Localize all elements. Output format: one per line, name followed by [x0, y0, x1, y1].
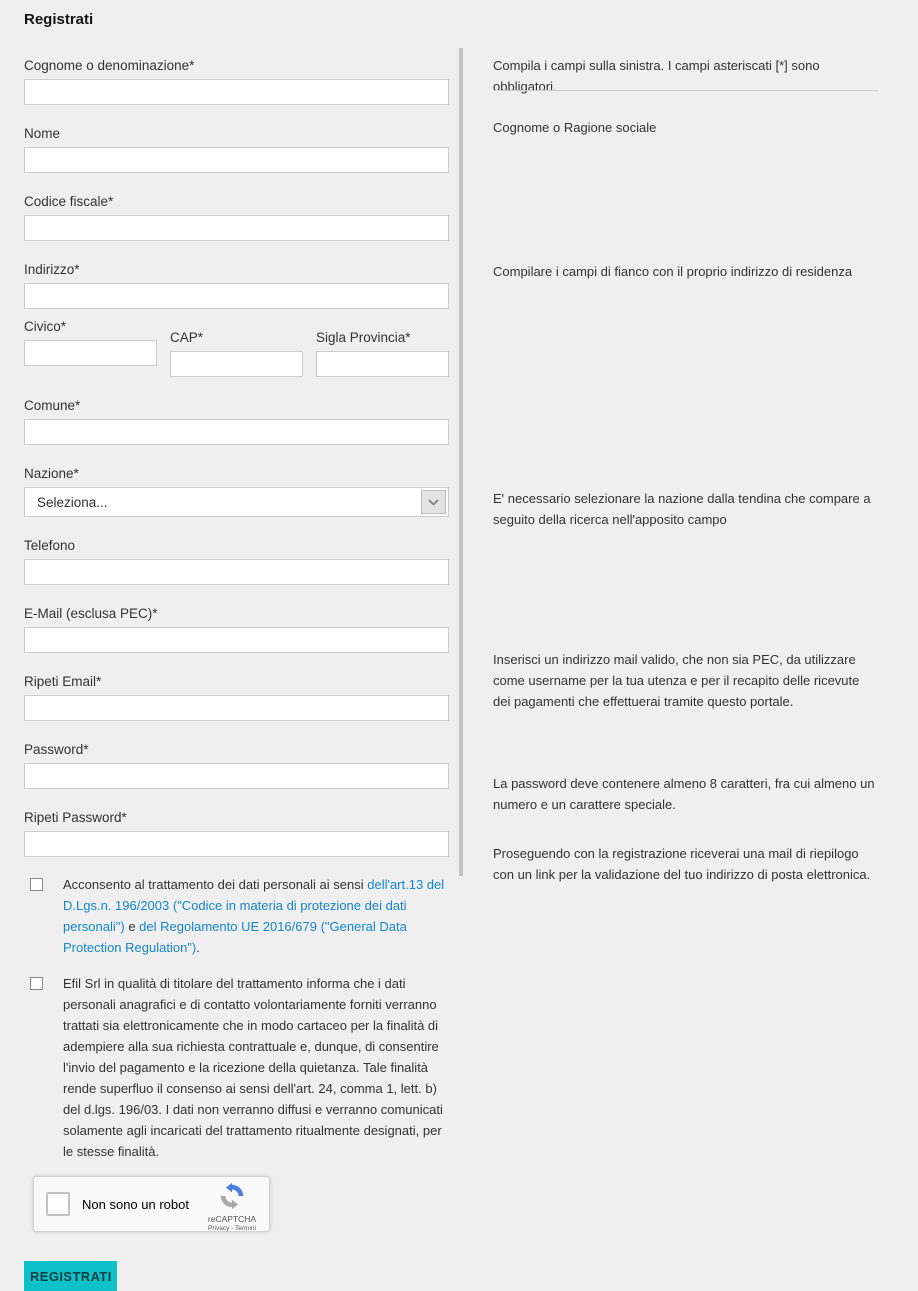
consent2-checkbox[interactable]: [30, 977, 43, 990]
nome-label: Nome: [24, 126, 61, 141]
consent1-text: [63, 874, 449, 958]
recaptcha-brand: reCAPTCHA: [207, 1214, 257, 1224]
indirizzo-label: Indirizzo*: [24, 262, 80, 277]
help-nazione: E' necessario selezionare la nazione dalla tendina che compare a seguito della ricerca nell'apposito campo: [493, 491, 871, 527]
cap-input[interactable]: [170, 351, 303, 377]
indirizzo-input[interactable]: [24, 283, 449, 309]
field-group-telefono: [24, 537, 449, 585]
telefono-input[interactable]: [24, 559, 449, 585]
privacy-dlgs-link[interactable]: dell'art.13 del D.Lgs.n. 196/2003 ("Codice in materia di protezione dei dati personali"): [63, 877, 445, 934]
address-row: [24, 309, 449, 377]
field-group-ripeti-password: [24, 809, 449, 857]
registration-form: [24, 48, 449, 1291]
recaptcha-widget: [33, 1176, 270, 1232]
field-group-cap: [170, 309, 303, 377]
cap-label: CAP*: [170, 330, 204, 345]
help-indirizzo: Compilare i campi di fianco con il proprio indirizzo di residenza: [493, 264, 853, 279]
column-divider: [459, 48, 463, 876]
cognome-label: Cognome o denominazione*: [24, 58, 195, 73]
field-group-cognome: [24, 57, 449, 105]
ripeti-email-label: Ripeti Email*: [24, 674, 102, 689]
field-group-indirizzo: [24, 261, 449, 309]
main-columns: [24, 48, 878, 1291]
civico-label: Civico*: [24, 319, 67, 334]
help-password: La password deve contenere almeno 8 caratteri, fra cui almeno un numero e un carattere speciale.: [493, 776, 875, 812]
password-input[interactable]: [24, 763, 449, 789]
field-group-ripeti-email: [24, 673, 449, 721]
telefono-label: Telefono: [24, 538, 76, 553]
help-intro: Compila i campi sulla sinistra. I campi asteriscati [*] sono obbligatori.: [493, 58, 820, 94]
nazione-select-button[interactable]: [421, 490, 446, 514]
field-group-email: [24, 605, 449, 653]
comune-label: Comune*: [24, 398, 81, 413]
consent1-row: [24, 874, 449, 958]
registrati-button[interactable]: REGISTRATI: [24, 1261, 117, 1291]
recaptcha-privacy-terms[interactable]: Privacy - Termini: [208, 1224, 256, 1232]
field-group-sigla-provincia: [316, 309, 449, 377]
help-riepilogo: Proseguendo con la registrazione riceverai una mail di riepilogo con un link per la validazione del tuo indirizzo di posta elettronica.: [493, 846, 871, 882]
nome-input[interactable]: [24, 147, 449, 173]
consent1-text-after: .: [196, 940, 200, 955]
help-column: [493, 48, 878, 882]
sigla-provincia-input[interactable]: [316, 351, 449, 377]
field-group-nazione: [24, 465, 449, 517]
consent2-text: Efil Srl in qualità di titolare del trattamento informa che i dati personali anagrafici e di contatto volontariamente forniti verranno trattati sia elettronicamente che in modo cartaceo per la finalità di adempiere alla sua richiesta contrattuale e, dunque, di consentire l'invio del pagamento e la ricezione della quietanza. Tale finalità rende superfluo il consenso ai sensi dell'art. 24, comma 1, lett. b) del d.lgs. 196/03. I dati non verranno diffusi e verranno comunicati solamente agli incaricati del trattamento ritualmente designati, per le stesse finalità.: [63, 976, 443, 1159]
recaptcha-checkbox[interactable]: [46, 1192, 70, 1216]
consent1-text-before: Acconsento al trattamento dei dati personali ai sensi: [63, 877, 368, 892]
codice-fiscale-label: Codice fiscale*: [24, 194, 114, 209]
email-input[interactable]: [24, 627, 449, 653]
help-email: Inserisci un indirizzo mail valido, che non sia PEC, da utilizzare come username per la tua utenza e per il recapito delle ricevute dei pagamenti che effettuerai tramite questo portale.: [493, 652, 860, 709]
nazione-label: Nazione*: [24, 466, 79, 481]
comune-input[interactable]: [24, 419, 449, 445]
page-title: Registrati: [24, 11, 94, 28]
sigla-provincia-label: Sigla Provincia*: [316, 330, 411, 345]
password-label: Password*: [24, 742, 89, 757]
email-label: E-Mail (esclusa PEC)*: [24, 606, 158, 621]
civico-input[interactable]: [24, 340, 157, 366]
recaptcha-icon: [218, 1197, 246, 1214]
consent2-row: [24, 973, 449, 1162]
gdpr-link[interactable]: del Regolamento UE 2016/679 ("General Data Protection Regulation"): [63, 919, 407, 955]
ripeti-email-input[interactable]: [24, 695, 449, 721]
nazione-selected-value: Seleziona...: [37, 494, 108, 510]
nazione-select[interactable]: [24, 487, 449, 517]
consent1-checkbox[interactable]: [30, 878, 43, 891]
recaptcha-label: Non sono un robot: [82, 1196, 189, 1212]
field-group-codice-fiscale: [24, 193, 449, 241]
ripeti-password-label: Ripeti Password*: [24, 810, 127, 825]
chevron-down-icon: [428, 493, 439, 511]
field-group-password: [24, 741, 449, 789]
cognome-input[interactable]: [24, 79, 449, 105]
help-cognome: Cognome o Ragione sociale: [493, 120, 657, 135]
help-divider: [493, 90, 878, 91]
codice-fiscale-input[interactable]: [24, 215, 449, 241]
field-group-comune: [24, 397, 449, 445]
consent1-text-middle: e: [124, 919, 140, 934]
ripeti-password-input[interactable]: [24, 831, 449, 857]
field-group-nome: [24, 125, 449, 173]
recaptcha-logo: [203, 1182, 261, 1232]
field-group-civico: [24, 309, 157, 377]
